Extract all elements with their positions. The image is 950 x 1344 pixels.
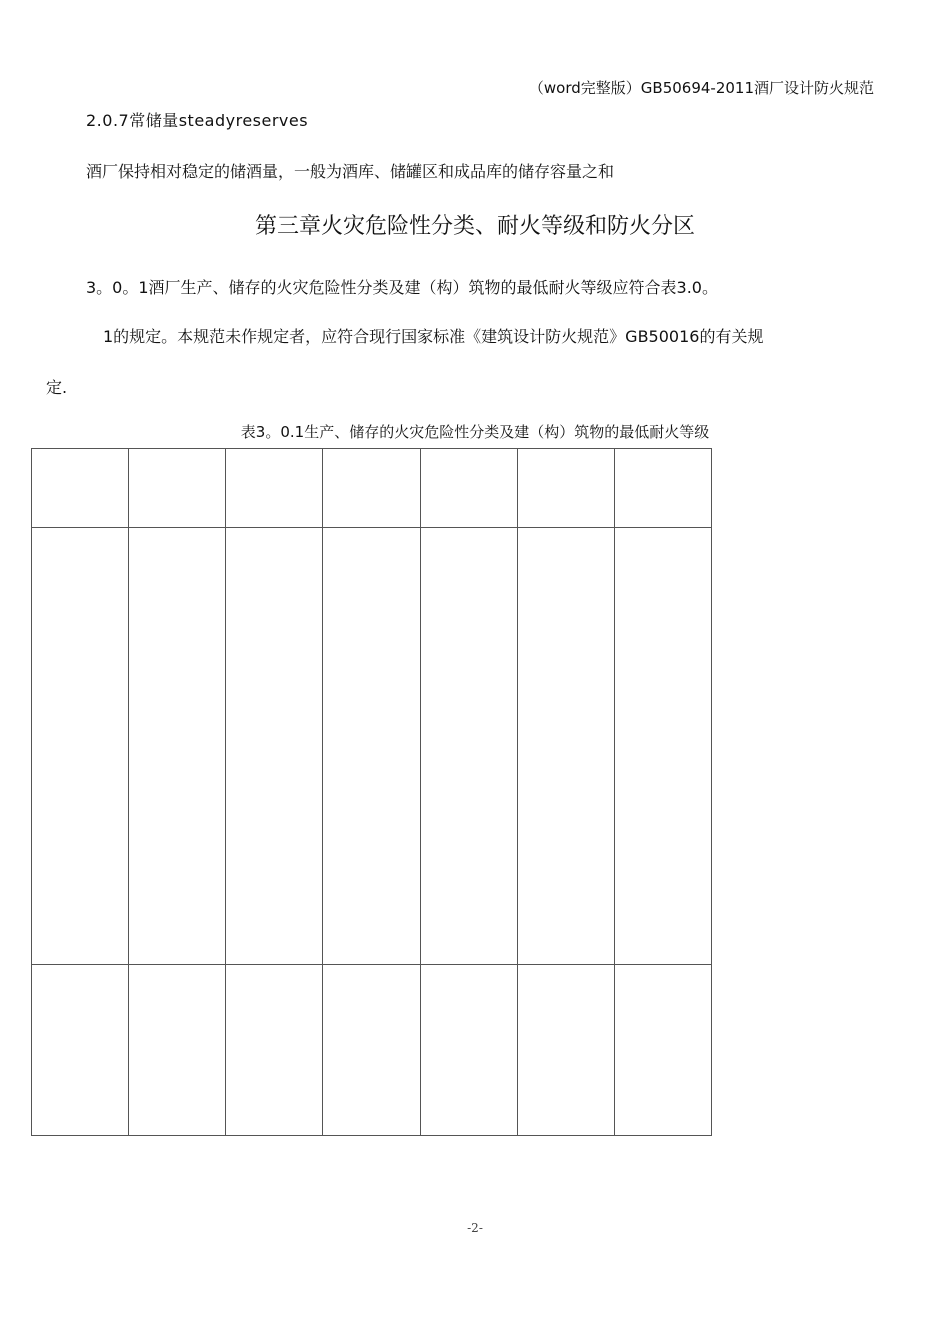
table-cell	[420, 965, 517, 1136]
table-cell	[226, 528, 323, 965]
table-cell	[517, 965, 614, 1136]
table-cell	[32, 449, 129, 528]
clause-3-0-1-line-2: 1的规定。本规范未作规定者，应符合现行国家标准《建筑设计防火规范》GB50016的有关规	[103, 327, 764, 346]
clause-3-0-1-line-1: 3。0。1酒厂生产、储存的火灾危险性分类及建（构）筑物的最低耐火等级应符合表3.0。	[86, 278, 718, 297]
table-cell	[323, 965, 420, 1136]
page-header: （word完整版）GB50694-2011酒厂设计防火规范	[528, 79, 874, 97]
table-row	[32, 965, 712, 1136]
table-cell	[517, 449, 614, 528]
table-cell	[226, 449, 323, 528]
table-cell	[517, 528, 614, 965]
table-cell	[614, 449, 711, 528]
clause-3-0-1-line-3: 定.	[46, 378, 68, 397]
table-cell	[420, 449, 517, 528]
table-row	[32, 528, 712, 965]
table-cell	[129, 965, 226, 1136]
table-cell	[32, 965, 129, 1136]
chapter-title: 第三章火灾危险性分类、耐火等级和防火分区	[254, 214, 695, 239]
table-cell	[226, 965, 323, 1136]
table-cell	[614, 965, 711, 1136]
table-cell	[32, 528, 129, 965]
table-row	[32, 449, 712, 528]
fire-rating-table	[31, 448, 712, 1136]
table-cell	[323, 528, 420, 965]
table-caption: 表3。0.1生产、储存的火灾危险性分类及建（构）筑物的最低耐火等级	[240, 423, 710, 441]
table-cell	[420, 528, 517, 965]
table-cell	[323, 449, 420, 528]
table-cell	[129, 449, 226, 528]
table-cell	[129, 528, 226, 965]
section-2-0-7-title: 2.0.7常储量steadyreserves	[86, 111, 309, 130]
table-cell	[614, 528, 711, 965]
page-number: -2-	[467, 1221, 483, 1235]
section-2-0-7-body: 酒厂保持相对稳定的储酒量，一般为酒库、储罐区和成品库的储存容量之和	[86, 162, 615, 181]
